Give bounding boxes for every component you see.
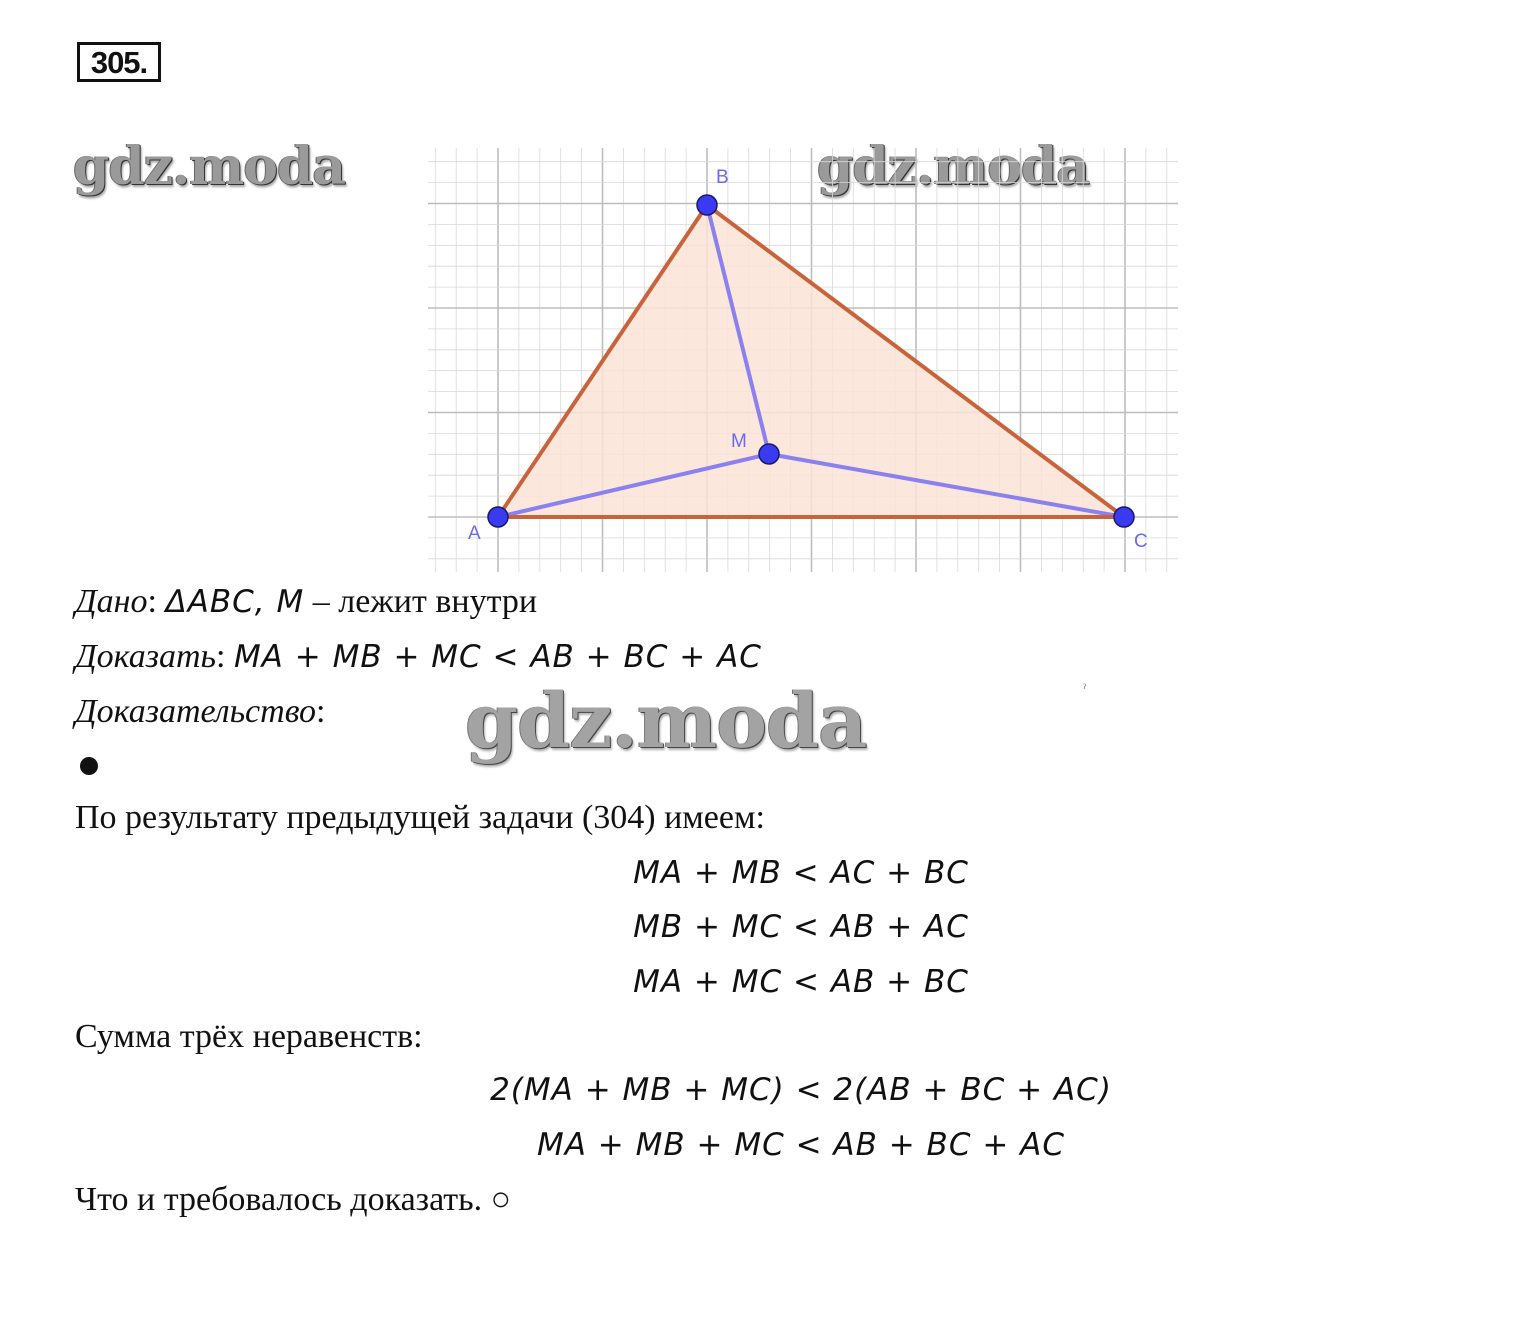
inequality-3: MA + MC < AB + BC [633, 964, 969, 1000]
sum-inequality-1: 2(MA + MB + MC) < 2(AB + BC + AC) [490, 1072, 1112, 1108]
previous-result-text: По результату предыдущей задачи (304) имеем: [75, 799, 765, 836]
bullet-point [80, 757, 98, 775]
given-math: ΔABC, M [165, 584, 305, 620]
proof-colon: : [316, 693, 326, 730]
inequality-2: MB + MC < AB + AC [633, 909, 969, 945]
given-colon: : [147, 583, 157, 620]
label-c: C [1134, 531, 1148, 552]
prove-label: Доказать [75, 638, 216, 675]
proof-line [75, 692, 325, 732]
given-line [75, 582, 537, 622]
prove-colon: : [215, 638, 226, 675]
watermark-top-right: gdz.moda [817, 136, 1090, 197]
watermark-center: gdz.moda [465, 676, 867, 765]
label-a: A [468, 523, 481, 544]
point-c [1114, 507, 1134, 527]
point-m [759, 444, 779, 464]
given-label: Дано [75, 583, 148, 620]
label-b: B [716, 167, 729, 188]
label-m: M [731, 431, 747, 452]
watermark-top-left: gdz.moda [73, 136, 346, 197]
proof-label: Доказательство [75, 693, 317, 730]
inequality-1: MA + MB < AC + BC [633, 855, 969, 891]
stray-mark: ˀ [1083, 681, 1086, 695]
problem-number: 305. [77, 42, 161, 82]
prove-math: MA + MB + MC < AB + BC + AC [233, 639, 762, 675]
point-a [488, 507, 508, 527]
conclusion-text: Что и требовалось доказать. ○ [75, 1181, 512, 1218]
given-text: – лежит внутри [312, 583, 538, 620]
sum-inequality-2: MA + MB + MC < AB + BC + AC [536, 1127, 1065, 1163]
prove-line [75, 637, 762, 677]
sum-text: Сумма трёх неравенств: [75, 1018, 423, 1055]
point-b [697, 195, 717, 215]
triangle-figure [428, 148, 1178, 572]
